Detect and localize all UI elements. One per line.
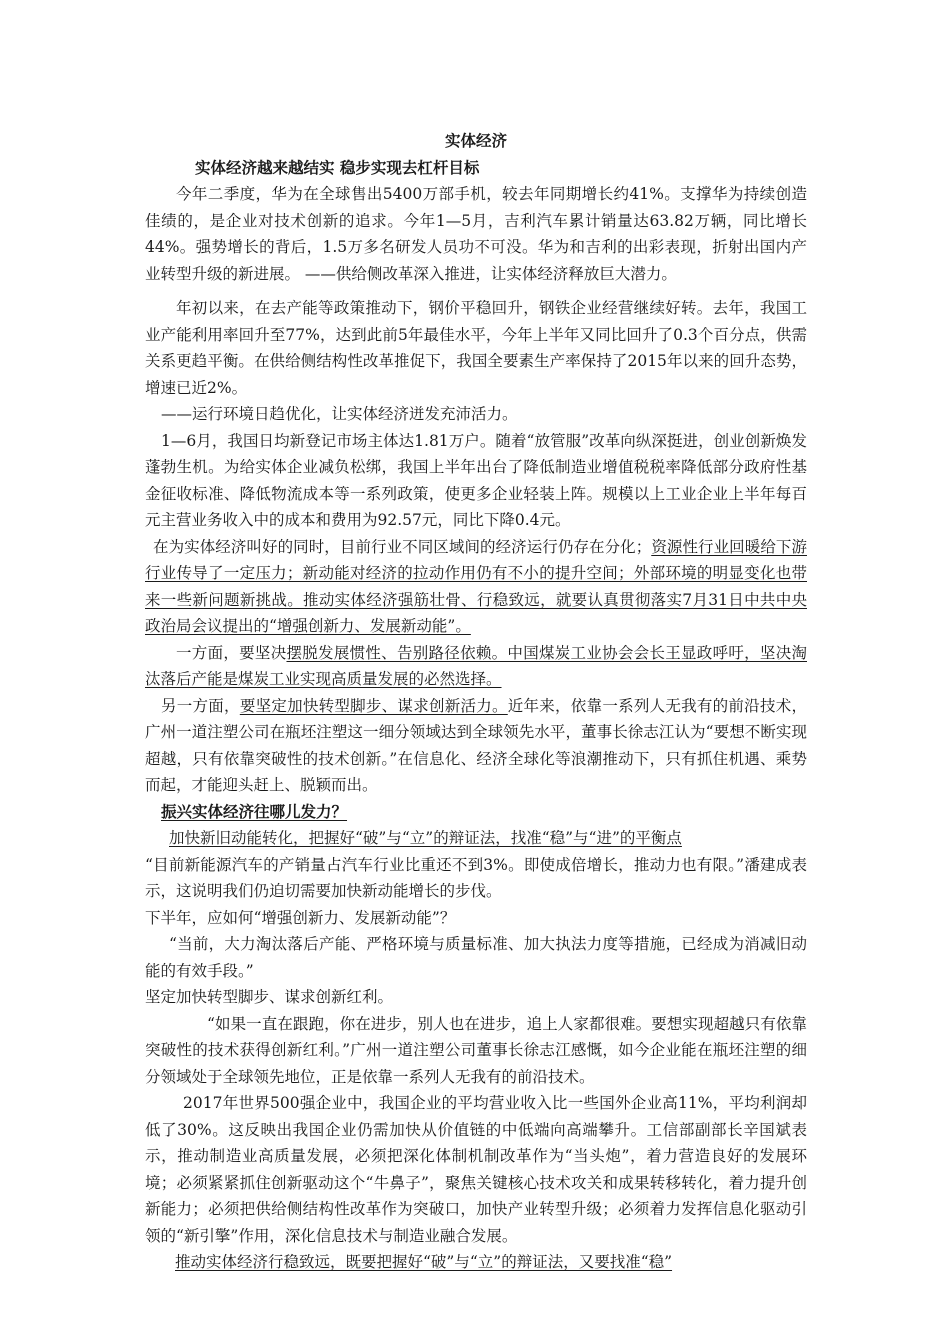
paragraph-eliminate-capacity: “当前，大力淘汰落后产能、严格环境与质量标准、加大执法力度等措施，已经成为消减旧动能的有效手段。” (145, 935, 807, 980)
divergence-underlined-text: 资源性行业回暖给下游行业传导了一定压力；新动能对经济的拉动作用仍有不小的提升空间；外部环境的明显变化也带来一些新问题新挑战。推动实体经济强筋壮骨、行稳致远，就要认真贯彻落实7月31日中共中央政治局会议提出的“增强创新力、发展新动能”。 (145, 537, 807, 635)
paragraph-closing (145, 1249, 807, 1276)
other-hand-text: 另一方面， (161, 696, 240, 715)
paragraph-nev-share: “目前新能源汽车的产销量占汽车行业比重还不到3%。即使成倍增长，推动力也有限。”潘建成表示，这说明我们仍迫切需要加快新动能增长的步伐。 (145, 855, 807, 900)
paragraph-catch-up: “如果一直在跟跑，你在进步，别人也在进步，追上人家都很难。要想实现超越只有依靠突破性的技术获得创新红利。”广州一道注塑公司董事长徐志江感慨，如今企业能在瓶坯注塑的细分领域处于全球领先地位，正是依靠一系列人无我有的前沿技术。 (145, 1014, 807, 1086)
section-heading: 振兴实体经济往哪儿发力？ (161, 801, 348, 821)
document-page (145, 128, 807, 1276)
paragraph-market-entities: 1—6月，我国日均新登记市场主体达1.81万户。随着“放管服”改革向纵深挺进，创业创新焕发蓬勃生机。为给实体企业减负松绑，我国上半年出台了降低制造业增值税税率降低部分政府性基金征收标准、降低物流成本等一系列政策，使更多企业轻装上阵。规模以上工业企业上半年每百元主营业务收入中的成本和费用为92.57元，同比下降0.4元。 (145, 431, 807, 529)
one-hand-underlined-text: 摆脱发展惯性、告别路径依赖。中国煤炭工业协会会长王显政呼吁，坚决淘汰落后产能是煤炭工业实现高质量发展的必然选择。 (145, 643, 807, 688)
paragraph-environment: ——运行环境日趋优化，让实体经济迸发充沛活力。 (161, 405, 518, 423)
closing-underlined-text: 推动实体经济行稳致远，既要把握好“破”与“立”的辩证法，又要找准“稳” (175, 1253, 673, 1271)
paragraph-divergence (145, 534, 807, 640)
other-hand-rest-text: 近年来，依靠一系列人无我有的前沿技术，广州一道注塑公司在瓶坯注塑这一细分领域达到全球领先水平，董事长徐志江认为“要想不断实现超越，只有依靠突破性的技术创新。”在信息化、经济全球化等浪潮推动下，只有抓住机遇、乘势而起，才能迎头赶上、脱颖而出。 (145, 696, 807, 794)
paragraph-second-half: 下半年，应如何“增强创新力、发展新动能”？ (145, 908, 456, 927)
other-hand-underlined-text: 要坚定加快转型脚步、谋求创新活力。 (239, 696, 508, 715)
one-hand-text: 一方面，要坚决 (176, 643, 287, 662)
paragraph-one-hand (145, 640, 807, 693)
paragraph-other-hand (145, 693, 807, 799)
paragraph-huawei-geely: 今年二季度，华为在全球售出5400万部手机，较去年同期增长约41%。支撑华为持续创造佳绩的，是企业对技术创新的追求。今年1—5月，吉利汽车累计销量达63.82万辆，同比增长44%。强势增长的背后，1.5万多名研发人员功不可没。华为和吉利的出彩表现，折射出国内产业转型升级的新进展。 ——供给侧改革深入推进，让实体经济释放巨大潜力。 (145, 185, 807, 283)
document-title: 实体经济 (444, 131, 507, 150)
paragraph-transform: 坚定加快转型脚步、谋求创新红利。 (145, 988, 394, 1006)
paragraph-steel-capacity: 年初以来，在去产能等政策推动下，钢价平稳回升，钢铁企业经营继续好转。去年，我国工业产能利用率回升至77%，达到此前5年最佳水平，今年上半年又同比回升了0.3个百分点，供需关系更趋平衡。在供给侧结构性改革推促下，我国全要素生产率保持了2015年以来的回升态势，增速已近2%。 (145, 299, 807, 397)
divergence-text: 在为实体经济叫好的同时，目前行业不同区域间的经济运行仍存在分化； (153, 537, 652, 556)
paragraph-old-new-drivers: 加快新旧动能转化，把握好“破”与“立”的辩证法，找准“稳”与“进”的平衡点 (169, 829, 682, 847)
paragraph-fortune-500: 2017年世界500强企业中，我国企业的平均营业收入比一些国外企业高11%，平均利润却低了30%。这反映出我国企业仍需加快从价值链的中低端向高端攀升。工信部副部长辛国斌表示，推动制造业高质量发展，必须把深化体制机制改革作为“当头炮”，着力营造良好的发展环境；必须紧紧抓住创新驱动这个“牛鼻子”，聚焦关键核心技术攻关和成果转移转化，着力提升创新能力；必须把供给侧结构性改革作为突破口，加快产业转型升级；必须着力发挥信息化驱动引领的“新引擎”作用，深化信息技术与制造业融合发展。 (145, 1094, 807, 1245)
document-subtitle: 实体经济越来越结实 稳步实现去杠杆目标 (195, 157, 480, 177)
